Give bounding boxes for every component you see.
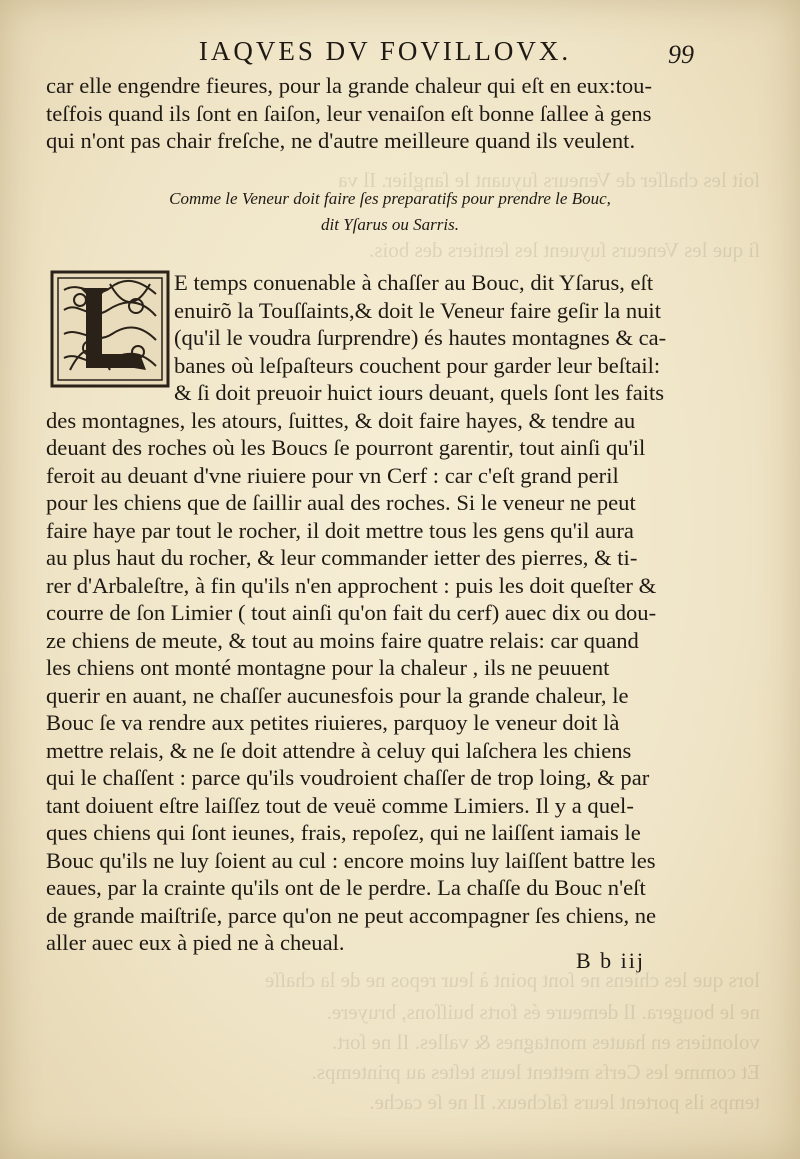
main-paragraph	[46, 269, 732, 957]
text-line: ze chiens de meute, & tout au moins faire quatre relais: car quand	[46, 627, 639, 653]
text-line: querir en auant, ne chaſſer aucunesfois pour la grande chaleur, le	[46, 682, 629, 708]
running-head: IAQVES DV FOVILLOVX.	[198, 36, 572, 66]
text-line: des montagnes, les atours, ſuittes, & doit faire hayes, & tendre au	[46, 407, 636, 433]
text-line: (qu'il le voudra ſurprendre) és hautes montagnes & ca-	[174, 325, 667, 350]
show-through-texture: ſoit les chaſſer de Veneurs ſuyuant le ſanglier. Il va	[338, 168, 760, 192]
show-through-texture: ſi que les Veneurs ſuyuent les ſentiers des bois.	[369, 238, 760, 262]
show-through-texture: lors que les chiens ne ſont point à leur repos ne de la chaſſe	[264, 968, 760, 992]
heading-line: dit Yſarus ou Sarris.	[321, 215, 459, 234]
page-number: 99	[668, 40, 694, 69]
show-through-texture: temps ils portent leurs faſcheux. Il ne ſe cache.	[369, 1090, 760, 1114]
text-line: enuirõ la Touſſaints,& doit le Veneur faire geſir la nuit	[174, 297, 661, 323]
heading-line: Comme le Veneur doit faire ſes preparatifs pour prendre le Bouc,	[169, 189, 611, 208]
text-line: aller auec eux à pied ne à cheual.	[46, 930, 345, 955]
text-line: eaues, par la crainte qu'ils ont de le perdre. La chaſſe du Bouc n'eſt	[46, 875, 646, 900]
chapter-heading	[60, 186, 720, 238]
text-line: Bouc ſe va rendre aux petites riuieres, parquoy le veneur doit là	[46, 710, 620, 735]
text-line: de grande maiſtriſe, parce qu'on ne peut accompagner ſes chiens, ne	[46, 902, 657, 928]
signature-mark: B b iij	[576, 948, 646, 973]
text-line: tant doiuent eſtre laiſſez tout de veuë comme Limiers. Il y a quel-	[46, 792, 634, 818]
text-line: ques chiens qui ſont ieunes, frais, repoſez, qui ne laiſſent iamais le	[46, 820, 641, 845]
text-line: teſfois quand ils ſont en ſaiſon, leur venaiſon eſt bonne ſallee à gens	[46, 100, 652, 126]
text-line: qui le chaſſent : parce qu'ils voudroient chaſſer de trop loing, & par	[46, 765, 650, 790]
show-through-texture: ne le bougera. Il demeure és forts buiſſons, bruyere.	[326, 1000, 760, 1024]
text-line: deuant des roches où les Boucs ſe pourront garentir, tout ainſi qu'il	[46, 435, 646, 460]
text-line: courre de ſon Limier ( tout ainſi qu'on fait du cerf) auec dix ou dou-	[46, 600, 657, 625]
text-line: mettre relais, & ne ſe doit attendre à celuy qui laſchera les chiens	[46, 737, 632, 763]
text-line: pour les chiens que de ſaillir aual des roches. Si le veneur ne peut	[46, 490, 636, 515]
text-line: banes où leſpaſteurs couchent pour garder leur beſtail:	[174, 352, 661, 378]
text-line: & ſi doit preuoir huict iours deuant, quels ſont les faits	[174, 380, 665, 405]
text-line: feroit au deuant d'vne riuiere pour vn Cerf : car c'eſt grand peril	[46, 462, 619, 488]
top-paragraph	[46, 72, 732, 155]
text-line: faire haye par tout le rocher, il doit mettre tous les gens qu'il aura	[46, 517, 634, 543]
text-line: Bouc qu'ils ne luy ſoient au cul : encore moins luy laiſſent battre les	[46, 847, 656, 873]
text-line: qui n'ont pas chair freſche, ne d'autre meilleure quand ils veulent.	[46, 128, 636, 153]
show-through-texture: Et comme les Cerfs mettent leurs teſtes au printemps.	[311, 1060, 760, 1084]
show-through-texture: volontiers en hautes montagnes & valles. Il ne ſort.	[331, 1030, 760, 1054]
text-line: E temps conuenable à chaſſer au Bouc, dit Yſarus, eſt	[174, 270, 654, 295]
text-line: au plus haut du rocher, & leur commander ietter des pierres, & ti-	[46, 545, 638, 570]
text-line: car elle engendre fieures, pour la grande chaleur qui eſt en eux:tou-	[46, 73, 652, 98]
text-line: rer d'Arbaleſtre, à fin qu'ils n'en approchent : puis les doit queſter &	[46, 572, 657, 598]
text-line: les chiens ont monté montagne pour la chaleur , ils ne peuuent	[46, 655, 610, 680]
